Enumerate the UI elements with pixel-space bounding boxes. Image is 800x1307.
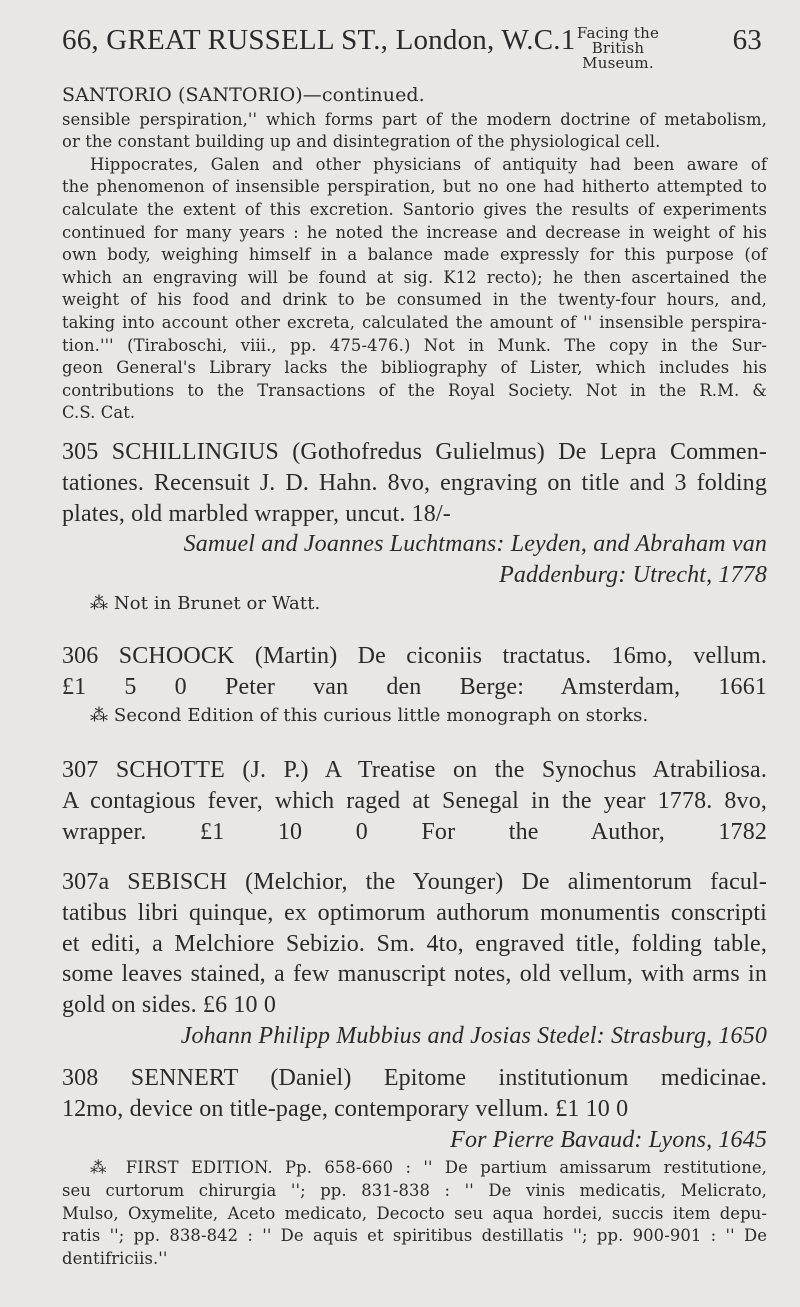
entry-line: tationes. Recensuit J. D. Hahn. 8vo, engraving on title and 3 folding	[62, 469, 767, 496]
facing-line: British Museum.	[582, 39, 654, 72]
text-line: or the constant building up and disintegration of the physiological cell.	[62, 132, 661, 152]
continued-heading: SANTORIO (SANTORIO)—continued.	[62, 84, 425, 106]
entry-307	[62, 755, 767, 847]
entry-line: £1 5 0 Peter van den Berge: Amsterdam, 1661	[62, 673, 767, 700]
note-line: seu curtorum chirurgia ''; pp. 831-838 : '' De vinis medicatis, Melicrato,	[62, 1180, 767, 1200]
text-line: taking into account other excreta, calculated the amount of '' insensible perspira-	[62, 312, 767, 332]
santorio-continued	[62, 84, 767, 425]
entry-line: 307a SEBISCH (Melchior, the Younger) De alimentorum facul-	[62, 869, 767, 895]
entry-line: et editi, a Melchiore Sebizio. Sm. 4to, engraved title, folding table,	[62, 930, 767, 957]
entry-line: 12mo, device on title-page, contemporary vellum. £1 10 0	[62, 1095, 629, 1122]
note-line: dentifriciis.''	[62, 1248, 168, 1268]
entry-imprint: Paddenburg: Utrecht, 1778	[499, 562, 767, 589]
note-line: ⁂ FIRST EDITION. Pp. 658-660 : '' De partium amissarum restitutione,	[90, 1158, 767, 1178]
entry-line: wrapper. £1 10 0 For the Author, 1782	[62, 818, 767, 845]
entry-line: 308 SENNERT (Daniel) Epitome institutionum medicinae.	[62, 1065, 767, 1091]
entry-note: ⁂ Not in Brunet or Watt.	[90, 592, 321, 614]
text-line: sensible perspiration,'' which forms part of the modern doctrine of metabolism,	[62, 109, 767, 129]
text-line: calculate the extent of this excretion. Santorio gives the results of experiments	[62, 199, 767, 219]
header-address: 66, GREAT RUSSELL ST., London, W.C.1	[62, 24, 576, 56]
entry-notes	[62, 1157, 767, 1270]
text-line: contributions to the Transactions of the Royal Society. Not in the R.M. &	[62, 380, 767, 400]
entry-note: ⁂ Second Edition of this curious little monograph on storks.	[90, 704, 649, 726]
text-line: weight of his food and drink to be consumed in the twenty-four hours, and,	[62, 290, 767, 310]
entry-line: gold on sides. £6 10 0	[62, 992, 276, 1019]
entry-308	[62, 1063, 767, 1270]
entry-line: plates, old marbled wrapper, uncut. 18/-	[62, 500, 451, 527]
facing-line: Facing the	[576, 24, 660, 42]
note-line: Mulso, Oxymelite, Aceto medicato, Decocto seu aqua hordei, succis item depu-	[62, 1203, 767, 1223]
entry-imprint: Johann Philipp Mubbius and Josias Stedel: Strasburg, 1650	[180, 1022, 767, 1049]
text-line: own body, weighing himself in a balance made expressly for this purpose (of	[62, 245, 767, 265]
text-line: tion.''' (Tiraboschi, viii., pp. 475-476.) Not in Munk. The copy in the Sur-	[62, 335, 767, 355]
entry-line: 305 SCHILLINGIUS (Gothofredus Gulielmus) De Lepra Commen-	[62, 439, 767, 465]
entry-305	[62, 437, 767, 617]
page-header	[62, 22, 762, 72]
page-number: 63	[732, 24, 762, 56]
text-line: geon General's Library lacks the bibliography of Lister, which includes his	[62, 358, 767, 378]
entry-306	[62, 641, 767, 729]
entry-line: A contagious fever, which raged at Senegal in the year 1778. 8vo,	[62, 787, 767, 814]
entry-line: 307 SCHOTTE (J. P.) A Treatise on the Synochus Atrabiliosa.	[62, 757, 767, 783]
text-line: the phenomenon of insensible perspiration, but no one had hitherto attempted to	[62, 177, 767, 197]
entry-line: some leaves stained, a few manuscript notes, old vellum, with arms in	[62, 961, 767, 988]
entry-line: tatibus libri quinque, ex optimorum authorum monumentis conscripti	[62, 899, 767, 926]
note-line: ratis ''; pp. 838-842 : '' De aquis et spiritibus destillatis ''; pp. 900-901 : '' De	[62, 1226, 767, 1246]
text-line: Hippocrates, Galen and other physicians of antiquity had been aware of	[90, 154, 767, 174]
entry-imprint: For Pierre Bavaud: Lyons, 1645	[450, 1126, 767, 1153]
entry-307a	[62, 867, 767, 1052]
text-line: which an engraving will be found at sig. K12 recto); he then ascertained the	[62, 267, 767, 287]
header-facing-note	[566, 26, 670, 71]
entry-line: 306 SCHOOCK (Martin) De ciconiis tractatus. 16mo, vellum.	[62, 643, 767, 669]
text-line: C.S. Cat.	[62, 403, 136, 423]
text-line: continued for many years : he noted the increase and decrease in weight of his	[62, 222, 767, 242]
entry-imprint: Samuel and Joannes Luchtmans: Leyden, and Abraham van	[183, 531, 767, 558]
